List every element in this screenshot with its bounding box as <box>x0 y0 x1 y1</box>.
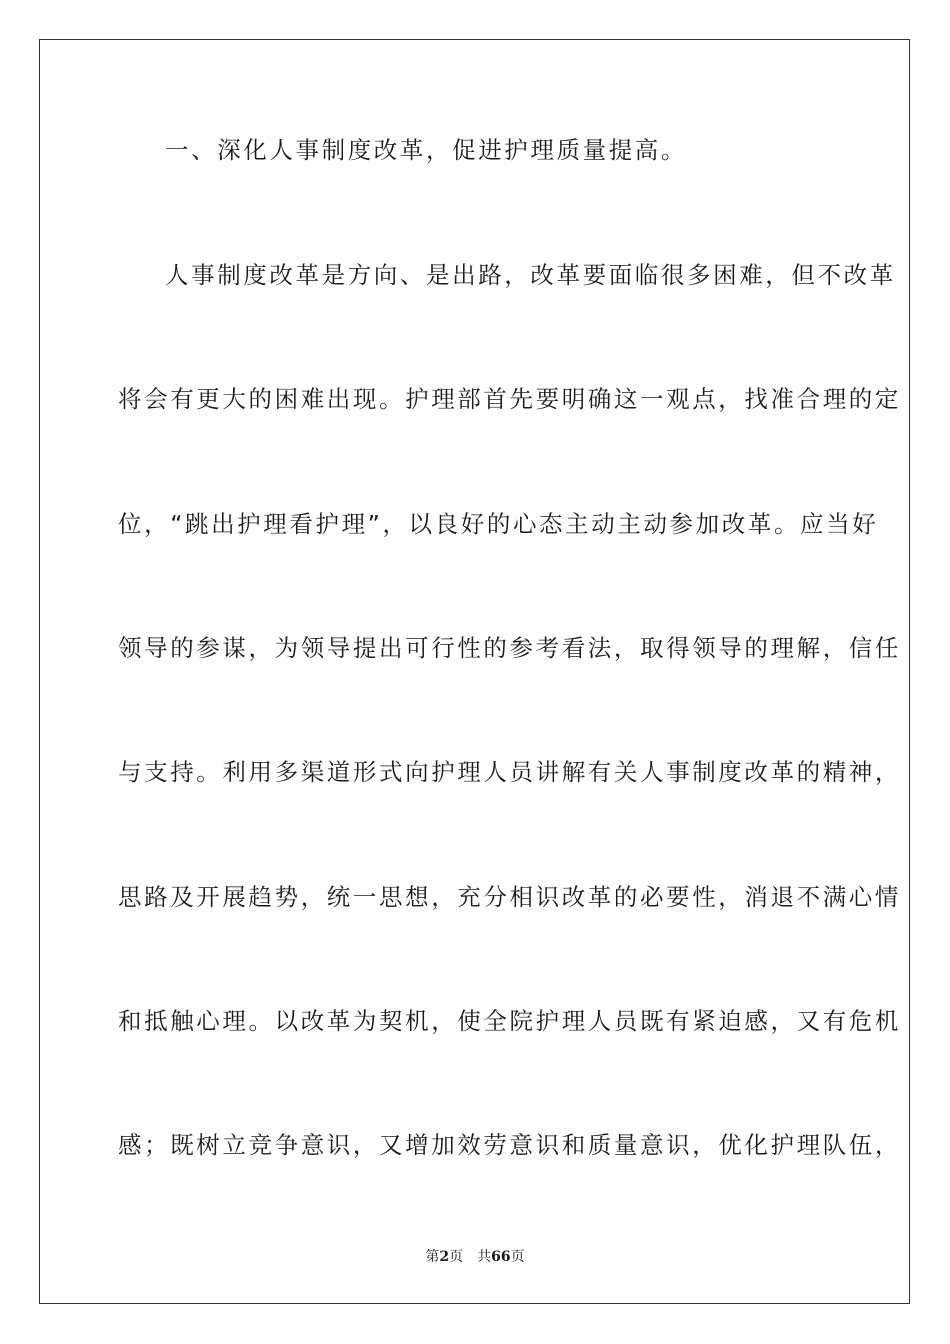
page-suffix: 页 <box>449 1249 464 1265</box>
total-suffix: 页 <box>510 1249 525 1265</box>
paragraph-line: 思路及开展趋势，统一思想，充分相识改革的必要性，消退不满心情 <box>118 883 901 911</box>
section-heading: 一、深化人事制度改革，促进护理质量提高。 <box>165 136 687 164</box>
paragraph-line: 人事制度改革是方向、是出路，改革要面临很多困难，但不改革 <box>165 261 896 289</box>
total-prefix: 共 <box>477 1249 492 1265</box>
paragraph-line: 与支持。利用多渠道形式向护理人员讲解有关人事制度改革的精神， <box>118 758 901 786</box>
paragraph-line: 将会有更大的困难出现。护理部首先要明确这一观点，找准合理的定 <box>118 385 901 413</box>
page-prefix: 第 <box>425 1249 440 1265</box>
paragraph-line: 位，“跳出护理看护理”，以良好的心态主动主动参加改革。应当好 <box>118 510 879 538</box>
page-border <box>39 39 910 1304</box>
page-footer <box>0 1248 950 1266</box>
page-number: 2 <box>439 1249 450 1265</box>
total-pages: 66 <box>491 1249 511 1265</box>
paragraph-line: 感；既树立竞争意识，又增加效劳意识和质量意识，优化护理队伍， <box>118 1131 901 1159</box>
paragraph-line: 和抵触心理。以改革为契机，使全院护理人员既有紧迫感，又有危机 <box>118 1007 901 1035</box>
paragraph-line: 领导的参谋，为领导提出可行性的参考看法，取得领导的理解，信任 <box>118 634 901 662</box>
